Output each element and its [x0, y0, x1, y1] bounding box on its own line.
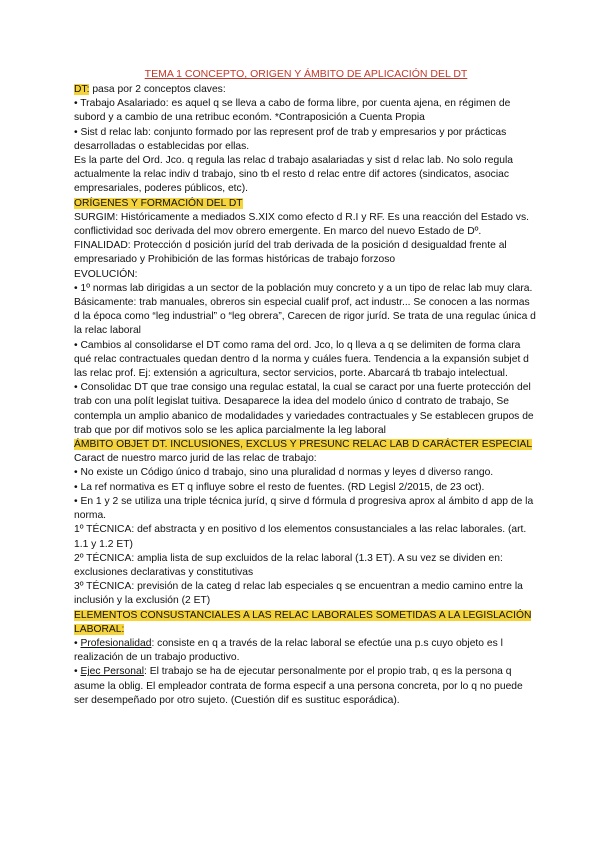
paragraph-dt-intro [74, 83, 538, 97]
paragraph-tecnica-1: 1º TÉCNICA: def abstracta y en positivo d los elementos consustanciales a las relac laborales. (art. 1.1 y 1.2 ET) [74, 524, 527, 550]
text-profesionalidad: : consiste en q a través de la relac laboral se efectúe una p.s cuyo objeto es l realización de un trabajo productivo. [74, 637, 503, 664]
text-ejec-personal: : El trabajo se ha de ejecutar personalmente por el propio trab, q es la persona q asume la oblig. El empleador contrata de forma especif a una persona concreta, por lo q no puede ser desempeñado por otro sujeto. (Cuestión dif es sustituc esporádica). [74, 666, 523, 706]
paragraph-finalidad: FINALIDAD: Protección d posición juríd del trab derivada de la posición d desigualdad frente al empresariado y Prohibición de las formas históricas de trabajo forzoso [74, 240, 507, 266]
paragraph-tecnica-2: 2º TÉCNICA: amplia lista de sup excluidos de la relac laboral (1.3 ET). A su vez se dividen en: exclusiones declarativas y constitutivas [74, 552, 503, 578]
text-ambito-tail: Caract de nuestro marco jurid de las relac de trabajo: [74, 453, 317, 465]
bullet-codigo: • No existe un Código único d trabajo, sino una pluralidad d normas y leyes d diverso rango. [74, 467, 494, 479]
heading-origenes [74, 197, 538, 211]
bullet-mark: • [74, 637, 81, 649]
document-title: TEMA 1 CONCEPTO, ORIGEN Y ÁMBITO DE APLICACIÓN DEL DT [144, 68, 468, 80]
heading-elementos-text: ELEMENTOS CONSUSTANCIALES A LAS RELAC LABORALES SOMETIDAS A LA LEGISLACIÓN LABORAL: [74, 609, 532, 635]
text-dt-intro: pasa por 2 conceptos claves: [89, 84, 226, 95]
bullet-triple-tecnica: • En 1 y 2 se utiliza una triple técnica juríd, q sirve d fórmula d progresiva aprox al ámbito d app de la norma. [74, 495, 534, 522]
paragraph-tecnica-3: 3º TÉCNICA: previsión de la categ d relac lab especiales q se encuentran a medio camino entre la inclusión y la exclusión (2 ET) [74, 581, 523, 607]
bullet-ref-normativa: • La ref normativa es ET q influye sobre el resto de fuentes. (RD Legisl 2/2015, de 23 oct). [74, 481, 485, 493]
heading-elementos [74, 609, 538, 637]
bullet-mark: • [74, 666, 81, 678]
heading-ambito-text: ÁMBITO OBJET DT. INCLUSIONES, EXCLUS Y PRESUNC RELAC LAB D CARÁCTER ESPECIAL [74, 439, 532, 451]
bullet-evolucion-3: • Consolidac DT que trae consigo una regulac estatal, la cual se caract por una fuerte protección del trab con una polít legislat tuitiva. Desaparece la idea del modelo único d contrato de trabajo, Se contempla un amplio abanico de modalidades y variedades contractuales y Se establecen grupos de trab que por dif motivos solo se les aplica parcialmente la leg laboral [74, 382, 534, 436]
bullet-evolucion-2: • Cambios al consolidarse el DT como rama del ord. Jco, lo q lleva a q se delimiten de forma clara qué relac contractuales quedan dentro d la norma y cuáles fuera. Tendencia a la expansión subjet d las relac prof. Ej: extensión a agricultura, sector servicios, porte. Abarcará tb trabajo intelectual. [74, 339, 529, 380]
bullet-ejec-personal [74, 665, 538, 708]
paragraph-evolucion-label: EVOLUCIÓN: [74, 268, 138, 280]
term-profesionalidad: Profesionalidad [80, 637, 152, 649]
term-ejec-personal: Ejec Personal [80, 666, 144, 678]
bullet-profesionalidad [74, 637, 538, 665]
bullet-trabajo-asalariado: • Trabajo Asalariado: es aquel q se lleva a cabo de forma libre, por cuenta ajena, en régimen de subord y a cambio de una retribuc económ. *Contraposición a Cuenta Propia [74, 98, 511, 124]
heading-origenes-text: ORÍGENES Y FORMACIÓN DEL DT [74, 197, 243, 209]
heading-ambito [74, 438, 538, 466]
paragraph-definition: Es la parte del Ord. Jco. q regula las relac d trabajo asalariadas y sist d relac lab. No solo regula actualmente la relac indiv d trabajo, sino tb el resto d relac entre dif actores (sindicatos, asociac empresariales, poderes públicos, etc). [74, 155, 513, 195]
highlight-dt: DT: [74, 84, 90, 95]
paragraph-surgim: SURGIM: Históricamente a mediados S.XIX como efecto d R.I y RF. Es una reacción del Estado vs. conflictividad soc derivada del mov obrero emergente. En marco del nuevo Estado de Dº. [74, 211, 529, 238]
bullet-evolucion-1: • 1º normas lab dirigidas a un sector de la población muy concreto y a un tipo de relac lab muy clara. Básicamente: trab manuales, obreros sin especial cualif prof, act industr... Se conocen a las normas d la época como “leg industrial” o “leg obrera”, Carecen de rigor juríd. Se trata de una regulac única d la relac laboral [74, 282, 536, 337]
bullet-sist-relac-lab: • Sist d relac lab: conjunto formado por las represent prof de trab y empresarios y por prácticas desarrolladas o establecidas por ellas. [74, 126, 507, 152]
